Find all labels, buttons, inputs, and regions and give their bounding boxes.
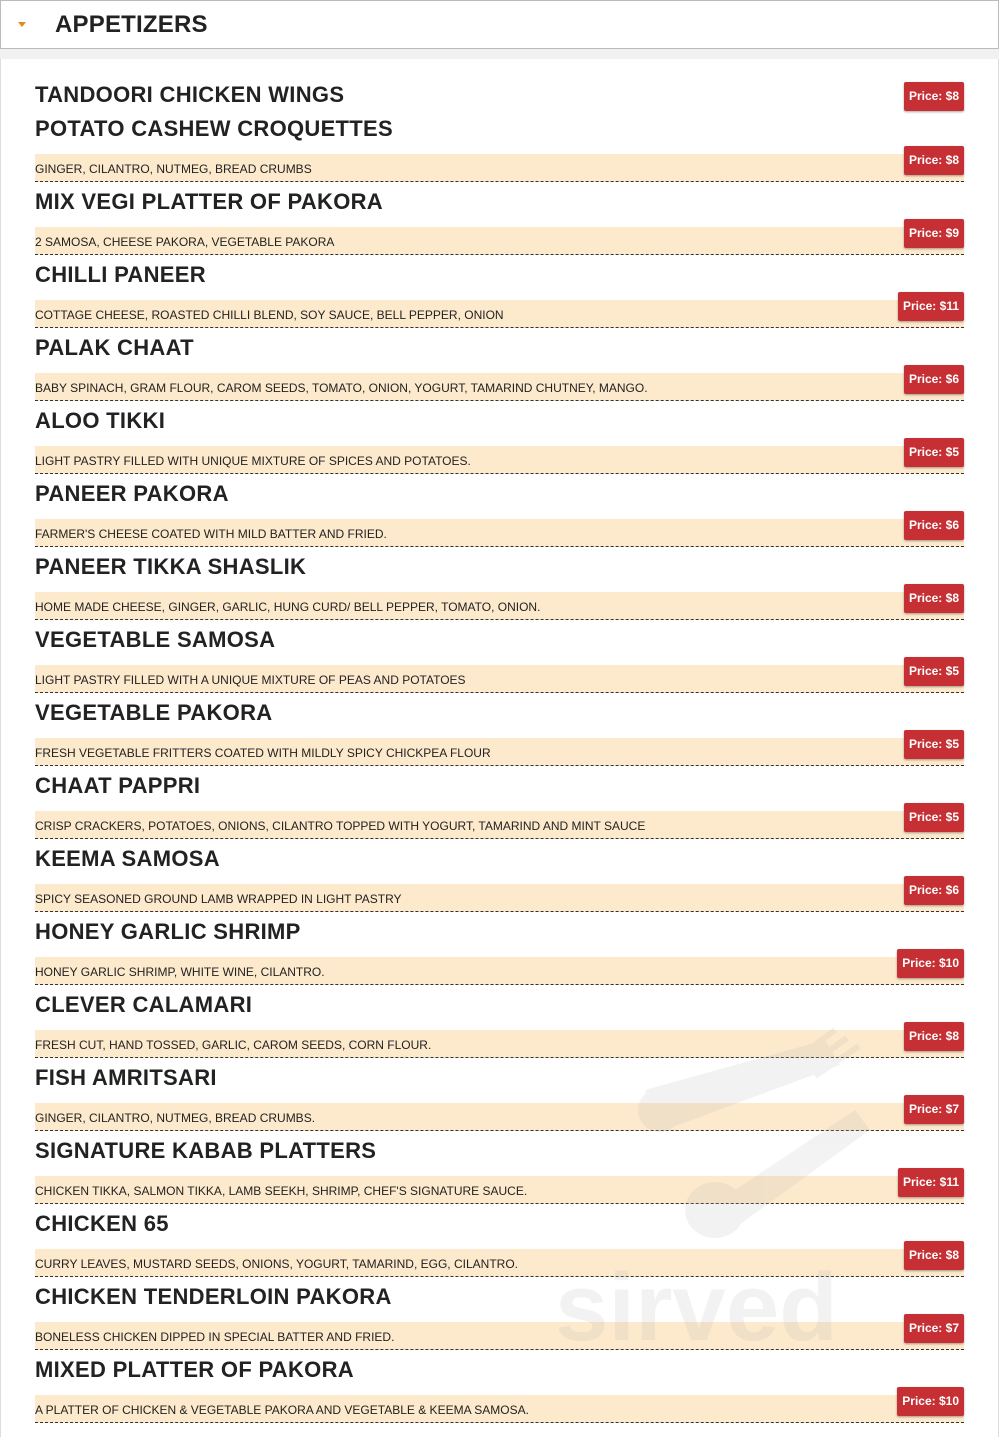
menu-item-description: SPICY SEASONED GROUND LAMB WRAPPED IN LIGHT PASTRY [35, 892, 402, 906]
price-badge: Price: $8 [904, 584, 964, 613]
menu-item-name: MIX VEGI PLATTER OF PAKORA [35, 189, 383, 214]
price-badge: Price: $7 [904, 1095, 964, 1124]
menu-item-description: BABY SPINACH, GRAM FLOUR, CAROM SEEDS, TOMATO, ONION, YOGURT, TAMARIND CHUTNEY, MANGO. [35, 381, 648, 395]
menu-item-description: CRISP CRACKERS, POTATOES, ONIONS, CILANTRO TOPPED WITH YOGURT, TAMARIND AND MINT SAUCE [35, 819, 646, 833]
menu-item-description: HOME MADE CHEESE, GINGER, GARLIC, HUNG CURD/ BELL PEPPER, TOMATO, ONION. [35, 600, 541, 614]
menu-item-description: FARMER'S CHEESE COATED WITH MILD BATTER AND FRIED. [35, 527, 387, 541]
menu-item-description-band [35, 1322, 964, 1350]
menu-item-description-band [35, 227, 964, 255]
price-badge: Price: $8 [904, 82, 964, 111]
section-divider [0, 49, 999, 59]
menu-item-description: BONELESS CHICKEN DIPPED IN SPECIAL BATTER AND FRIED. [35, 1330, 395, 1344]
menu-item-name: FISH AMRITSARI [35, 1065, 217, 1090]
menu-item-name: HONEY GARLIC SHRIMP [35, 919, 301, 944]
menu-item-description-band [35, 1249, 964, 1277]
price-badge: Price: $10 [897, 949, 964, 978]
price-badge: Price: $8 [904, 1022, 964, 1051]
menu-item-description-band [35, 665, 964, 693]
menu-item-description: LIGHT PASTRY FILLED WITH UNIQUE MIXTURE OF SPICES AND POTATOES. [35, 454, 471, 468]
menu-item-name: PANEER TIKKA SHASLIK [35, 554, 307, 579]
menu-item-name: POTATO CASHEW CROQUETTES [35, 116, 393, 141]
menu-item-description: FRESH VEGETABLE FRITTERS COATED WITH MILDLY SPICY CHICKPEA FLOUR [35, 746, 491, 760]
menu-item-description-band [35, 446, 964, 474]
menu-item-name: CHAAT PAPPRI [35, 773, 201, 798]
menu-item-description-band [35, 1103, 964, 1131]
menu-item-description: COTTAGE CHEESE, ROASTED CHILLI BLEND, SOY SAUCE, BELL PEPPER, ONION [35, 308, 504, 322]
menu-item-description: LIGHT PASTRY FILLED WITH A UNIQUE MIXTURE OF PEAS AND POTATOES [35, 673, 466, 687]
section-header[interactable] [0, 0, 999, 49]
menu-item-name: SIGNATURE KABAB PLATTERS [35, 1138, 377, 1163]
menu-item-name: PALAK CHAAT [35, 335, 194, 360]
price-badge: Price: $10 [897, 1387, 964, 1416]
menu-item-name: CHICKEN TENDERLOIN PAKORA [35, 1284, 392, 1309]
menu-item-name: CHILLI PANEER [35, 262, 206, 287]
menu-item-description: HONEY GARLIC SHRIMP, WHITE WINE, CILANTRO. [35, 965, 325, 979]
price-badge: Price: $5 [904, 657, 964, 686]
menu-item-description-band [35, 154, 964, 182]
price-badge: Price: $8 [904, 146, 964, 175]
menu-item-name: MIXED PLATTER OF PAKORA [35, 1357, 354, 1382]
menu-item-name: CLEVER CALAMARI [35, 992, 253, 1017]
menu-item-description: FRESH CUT, HAND TOSSED, GARLIC, CAROM SEEDS, CORN FLOUR. [35, 1038, 432, 1052]
menu-item-description: GINGER, CILANTRO, NUTMEG, BREAD CRUMBS [35, 162, 312, 176]
price-badge: Price: $11 [898, 1168, 964, 1197]
menu-item-description: CHICKEN TIKKA, SALMON TIKKA, LAMB SEEKH, SHRIMP, CHEF'S SIGNATURE SAUCE. [35, 1184, 528, 1198]
menu-item-description-band [35, 300, 964, 328]
menu-item-description: GINGER, CILANTRO, NUTMEG, BREAD CRUMBS. [35, 1111, 316, 1125]
price-badge: Price: $8 [904, 1241, 964, 1270]
price-badge: Price: $6 [904, 511, 964, 540]
menu-item-name: TANDOORI CHICKEN WINGS [35, 82, 345, 107]
section-title: APPETIZERS [55, 11, 208, 38]
menu-item-description-band [35, 592, 964, 620]
menu-item-description: CURRY LEAVES, MUSTARD SEEDS, ONIONS, YOGURT, TAMARIND, EGG, CILANTRO. [35, 1257, 518, 1271]
menu-item-description-band [35, 519, 964, 547]
menu-item-description-band [35, 1395, 964, 1423]
menu-item-description-band [35, 1030, 964, 1058]
menu-item-name: PANEER PAKORA [35, 481, 229, 506]
menu-item-name: VEGETABLE SAMOSA [35, 627, 276, 652]
price-badge: Price: $6 [904, 876, 964, 905]
menu-item-description-band [35, 373, 964, 401]
menu-item-description: 2 SAMOSA, CHEESE PAKORA, VEGETABLE PAKORA [35, 235, 335, 249]
price-badge: Price: $5 [904, 438, 964, 467]
menu-item-description: A PLATTER OF CHICKEN & VEGETABLE PAKORA AND VEGETABLE & KEEMA SAMOSA. [35, 1403, 529, 1417]
price-badge: Price: $5 [904, 730, 964, 759]
price-badge: Price: $11 [898, 292, 964, 321]
price-badge: Price: $6 [904, 365, 964, 394]
menu-item-description-band [35, 884, 964, 912]
menu-item-name: CHICKEN 65 [35, 1211, 169, 1236]
price-badge: Price: $7 [904, 1314, 964, 1343]
caret-down-icon[interactable] [18, 22, 26, 27]
price-badge: Price: $9 [904, 219, 964, 248]
menu-item-name: KEEMA SAMOSA [35, 846, 220, 871]
menu-item-name: VEGETABLE PAKORA [35, 700, 273, 725]
menu-item-description-band [35, 957, 964, 985]
menu-item-description-band [35, 738, 964, 766]
menu-item-name: ALOO TIKKI [35, 408, 166, 433]
menu-item-description-band [35, 1176, 964, 1204]
menu-item-description-band [35, 811, 964, 839]
price-badge: Price: $5 [904, 803, 964, 832]
